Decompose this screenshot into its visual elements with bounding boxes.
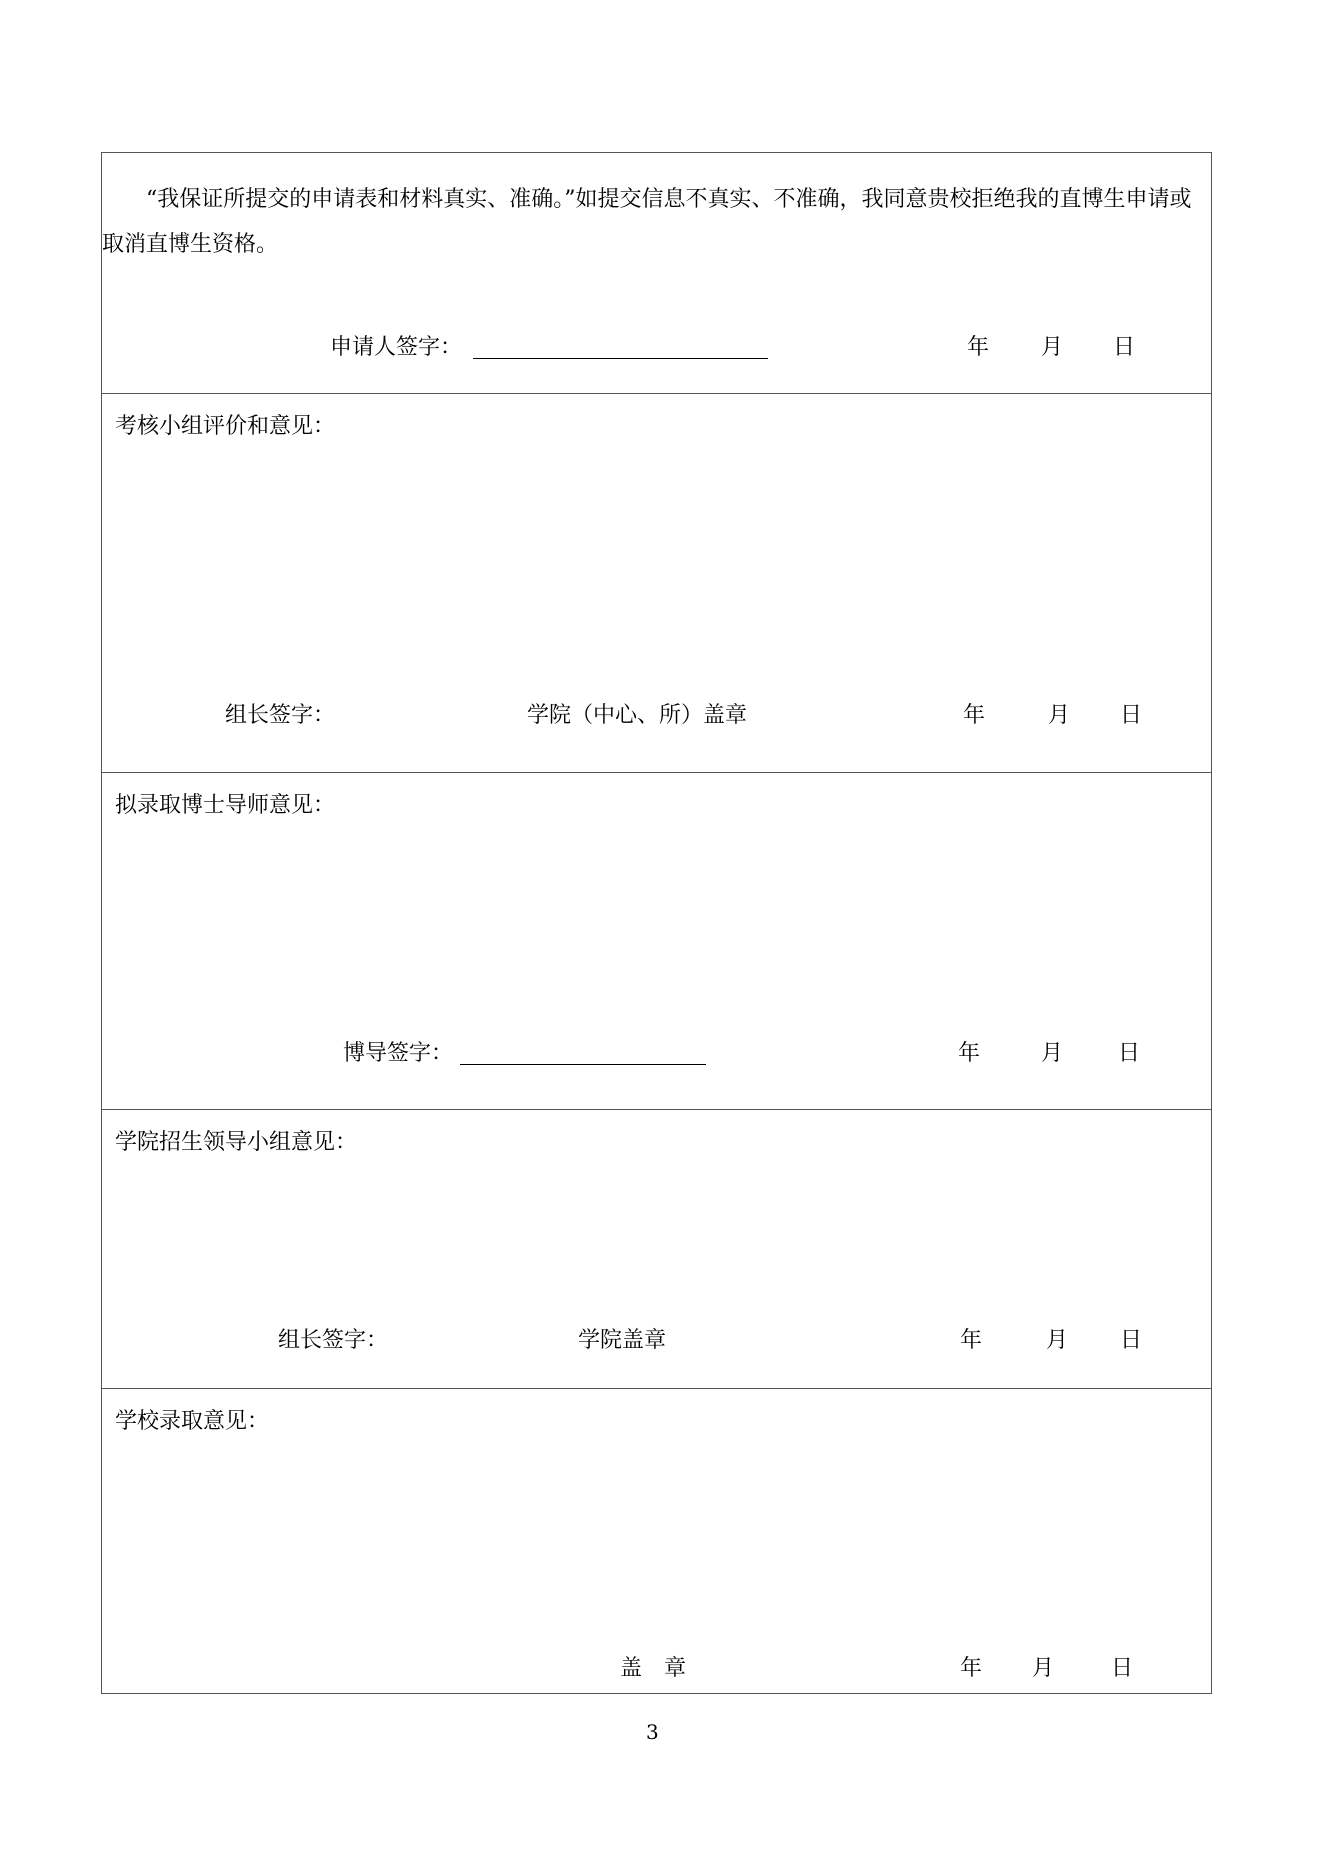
college-section — [102, 1110, 1211, 1389]
school-day-label: 日 — [1111, 1656, 1134, 1681]
application-form-table — [101, 152, 1212, 1694]
supervisor-month-label: 月 — [1041, 1041, 1064, 1066]
supervisor-signature-line[interactable] — [460, 1064, 706, 1065]
college-seal-label: 学院盖章 — [578, 1328, 667, 1353]
declaration-year-label: 年 — [967, 335, 990, 360]
evaluation-year-label: 年 — [963, 703, 986, 728]
college-leader-sign-label: 组长签字： — [278, 1328, 389, 1353]
supervisor-day-label: 日 — [1118, 1041, 1141, 1066]
declaration-section — [102, 153, 1211, 394]
applicant-signature-label: 申请人签字： — [330, 335, 463, 360]
college-day-label: 日 — [1120, 1328, 1143, 1353]
declaration-day-label: 日 — [1113, 335, 1136, 360]
college-month-label: 月 — [1046, 1328, 1069, 1353]
school-title: 学校录取意见： — [115, 1409, 270, 1434]
evaluation-section — [102, 394, 1211, 773]
school-month-label: 月 — [1032, 1656, 1055, 1681]
supervisor-section — [102, 773, 1211, 1110]
school-year-label: 年 — [960, 1656, 983, 1681]
evaluation-month-label: 月 — [1048, 703, 1071, 728]
supervisor-title: 拟录取博士导师意见： — [115, 793, 336, 818]
applicant-signature-line[interactable] — [473, 358, 768, 359]
declaration-text: “我保证所提交的申请表和材料真实、准确。”如提交信息不真实、不准确，我同意贵校拒绝我的直博生申请或取消直博生资格。 — [102, 187, 1192, 257]
college-title: 学院招生领导小组意见： — [115, 1130, 358, 1155]
school-seal-label: 盖 章 — [620, 1656, 687, 1681]
supervisor-sign-label: 博导签字： — [343, 1041, 454, 1066]
page-number: 3 — [646, 1720, 659, 1744]
evaluation-day-label: 日 — [1120, 703, 1143, 728]
college-year-label: 年 — [960, 1328, 983, 1353]
supervisor-year-label: 年 — [958, 1041, 981, 1066]
evaluation-title: 考核小组评价和意见： — [115, 414, 336, 439]
evaluation-seal-label: 学院（中心、所）盖章 — [527, 703, 748, 728]
school-section — [102, 1389, 1211, 1695]
evaluation-leader-sign-label: 组长签字： — [225, 703, 336, 728]
declaration-month-label: 月 — [1041, 335, 1064, 360]
